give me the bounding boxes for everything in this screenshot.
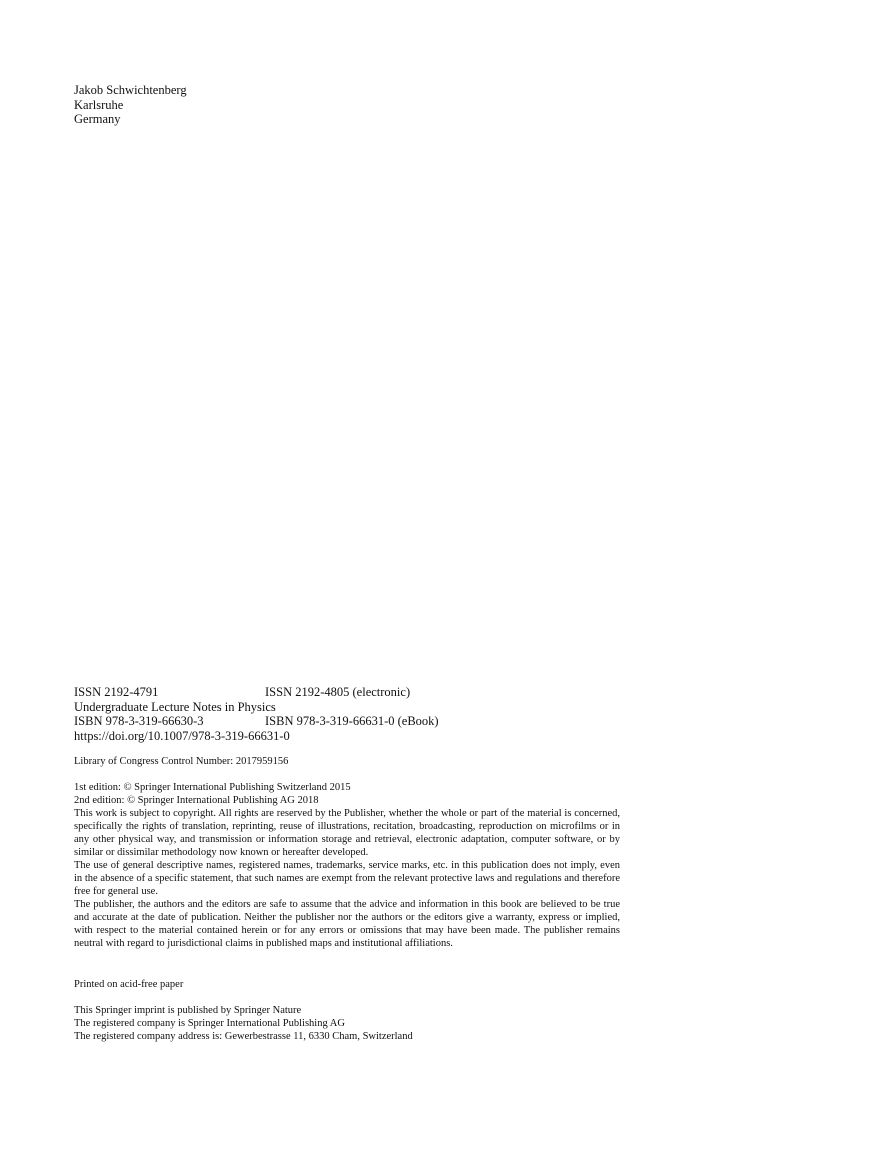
issn-electronic: ISSN 2192-4805 (electronic): [265, 685, 411, 699]
issn-row: [74, 685, 411, 700]
second-edition: 2nd edition: © Springer International Publishing AG 2018: [74, 795, 319, 806]
lccn: Library of Congress Control Number: 2017959156: [74, 756, 289, 767]
issn-print: ISSN 2192-4791: [74, 685, 159, 699]
imprint-line-2: The registered company is Springer International Publishing AG: [74, 1018, 345, 1029]
author-city: Karlsruhe: [74, 97, 124, 112]
author-address: [74, 83, 187, 127]
disclaimer-paragraph: The publisher, the authors and the editors are safe to assume that the advice and information in this book are believed to be true and accurate at the date of publication. Neither the publisher nor the authors or the editors give a warranty, express or implied, with respect to the material contained herein or for any errors or omissions that may have been made. The publisher remains neutral with regard to jurisdictional claims in published maps and institutional affiliations.: [74, 899, 620, 949]
series-title: Undergraduate Lecture Notes in Physics: [74, 699, 276, 714]
doi-link[interactable]: https://doi.org/10.1007/978-3-319-66631-0: [74, 728, 290, 743]
isbn-print: ISBN 978-3-319-66630-3: [74, 714, 204, 728]
imprint-line-3: The registered company address is: Gewerbestrasse 11, 6330 Cham, Switzerland: [74, 1031, 413, 1042]
first-edition: 1st edition: © Springer International Publishing Switzerland 2015: [74, 782, 351, 793]
isbn-row: [74, 714, 439, 729]
imprint-line-1: This Springer imprint is published by Springer Nature: [74, 1005, 302, 1016]
author-name: Jakob Schwichtenberg: [74, 83, 187, 97]
trademark-paragraph: The use of general descriptive names, registered names, trademarks, service marks, etc. in this publication does not imply, even in the absence of a specific statement, that such names are exempt from the relevant protective laws and regulations and therefore free for general use.: [74, 860, 620, 897]
isbn-ebook: ISBN 978-3-319-66631-0 (eBook): [265, 714, 439, 728]
bibliographic-info: [74, 685, 439, 743]
imprint-info: [74, 1004, 620, 1043]
copyright-paragraph: This work is subject to copyright. All rights are reserved by the Publisher, whether the whole or part of the material is concerned, specifically the rights of translation, reprinting, reuse of illustrations, recitation, broadcasting, reproduction on microfilms or in any other physical way, and transmission or information storage and retrieval, electronic adaptation, computer software, or by similar or dissimilar methodology now known or hereafter developed.: [74, 808, 620, 858]
paper-note: Printed on acid-free paper: [74, 979, 184, 990]
author-country: Germany: [74, 112, 121, 126]
legal-notice: [74, 781, 620, 950]
